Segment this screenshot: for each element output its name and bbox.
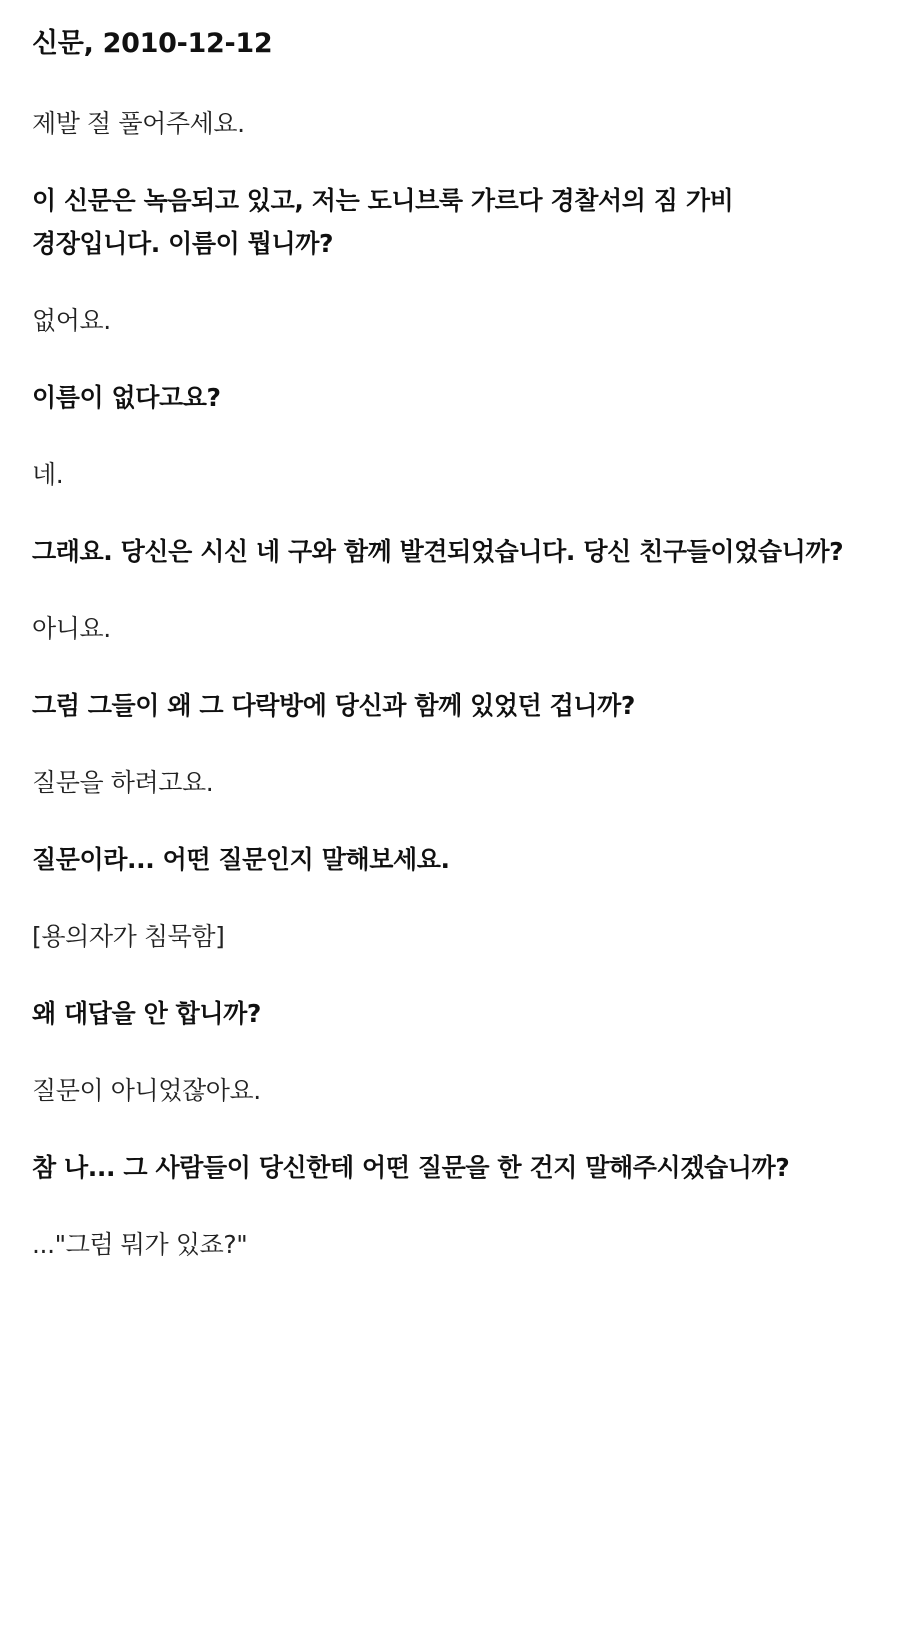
transcript-line: 제발 절 풀어주세요. [32, 109, 245, 139]
transcript-line: 없어요. [32, 306, 111, 336]
transcript-line: 왜 대답을 안 합니까? [32, 999, 262, 1029]
transcript-line: 이 신문은 녹음되고 있고, 저는 도니브룩 가르다 경찰서의 짐 가비 경장입니다. 이름이 뭡니까? [32, 186, 734, 259]
transcript-line: 그래요. 당신은 시신 네 구와 함께 발견되었습니다. 당신 친구들이었습니까? [32, 537, 844, 567]
transcript-line: 아니요. [32, 614, 111, 644]
transcript-line: 이름이 없다고요? [32, 383, 221, 413]
transcript-line: 질문을 하려고요. [32, 768, 214, 798]
transcript-line: 질문이 아니었잖아요. [32, 1076, 261, 1106]
transcript-line: 참 나... 그 사람들이 당신한테 어떤 질문을 한 건지 말해주시겠습니까? [32, 1153, 790, 1183]
transcript-line: 그럼 그들이 왜 그 다락방에 당신과 함께 있었던 겁니까? [32, 691, 636, 721]
transcript-stage-note: [용의자가 침묵함] [32, 922, 225, 952]
transcript-line: 네. [32, 460, 64, 490]
transcript-line: 질문이라... 어떤 질문인지 말해보세요. [32, 845, 450, 875]
transcript-line: ..."그럼 뭐가 있죠?" [32, 1230, 248, 1260]
page-title: 신문, 2010-12-12 [32, 28, 273, 59]
